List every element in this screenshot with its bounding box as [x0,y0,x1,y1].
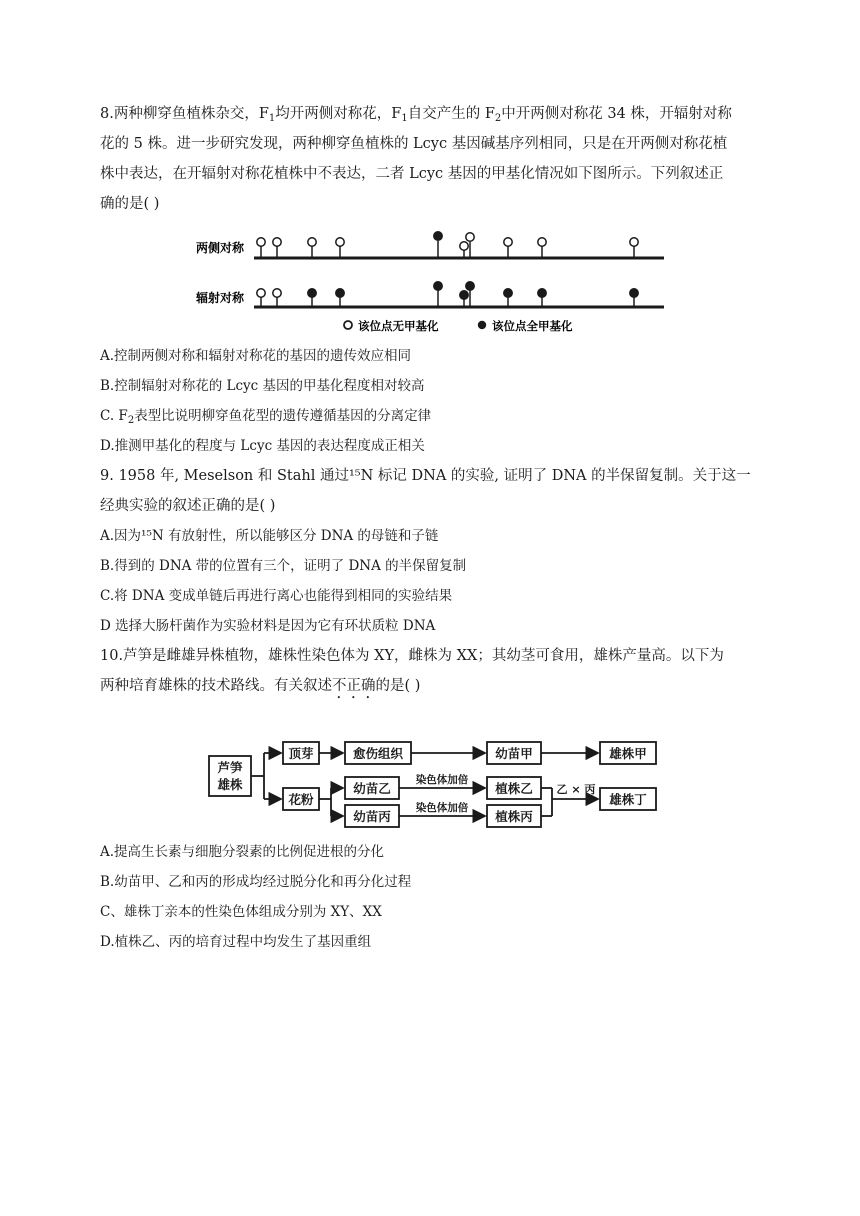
unmethylated-site-marker [273,289,281,297]
q8-option-a: A.控制两侧对称和辐射对称花的基因的遗传效应相同 [100,348,412,364]
doubling-label-bing: 染色体加倍 [415,802,469,814]
q8-option-b: B.控制辐射对称花的 Lcyc 基因的甲基化程度相对较高 [100,378,425,394]
unmethylated-site-marker [336,238,344,246]
q9-option-a: A.因为¹⁵N 有放射性，所以能够区分 DNA 的母链和子链 [100,528,439,544]
callus-label: 愈伤组织 [352,746,404,761]
q8-stem-line-2: 花的 5 株。进一步研究发现，两种柳穿鱼植株的 Lcyc 基因碱基序列相同，只是在开两侧对称花植 [100,136,728,152]
unmethylated-site-marker [538,238,546,246]
q9-option-d: D 选择大肠杆菌作为实验材料是因为它有环状质粒 DNA [100,618,436,634]
q8-stem-line-3: 株中表达，在开辐射对称花植株中不表达，二者 Lcyc 基因的甲基化情况如下图所示。下列叙述正 [100,166,724,182]
legend-unmethylated-marker [344,321,352,329]
unmethylated-site-marker [257,238,265,246]
unmethylated-site-marker [308,238,316,246]
q8-option-c: C. $F_2$表型比说明柳穿鱼花型的遗传遵循基因的分离定律 [100,408,432,426]
cross-label: 乙 × 丙 [556,783,596,796]
methylated-site-marker [336,289,344,297]
methylated-site-marker [460,291,468,299]
methylation-figure [190,226,670,336]
seedling-yi-label: 幼苗乙 [353,781,391,796]
row-label-bilateral: 两侧对称 [196,241,245,255]
unmethylated-site-marker [273,238,281,246]
q8-stem-line-1: 8.两种柳穿鱼植株杂交，$F_1$均开两侧对称花，$F_1$自交产生的 $F_2$中开两侧对称花 34 株，开辐射对称 [100,106,732,124]
unmethylated-site-marker [630,238,638,246]
q10-option-a: A.提高生长素与细胞分裂素的比例促进根的分化 [100,844,385,860]
unmethylated-site-marker [466,233,474,241]
methylated-site-marker [308,289,316,297]
unmethylated-site-marker [460,242,468,250]
q10-stem-line-2: 两种培育雄株的技术路线。有关叙述不正确的是( ) [100,678,421,694]
q8-option-d: D.推测甲基化的程度与 Lcyc 基因的表达程度成正相关 [100,438,425,454]
plant-bing-label: 植株丙 [495,809,533,824]
methylated-site-marker [504,289,512,297]
source-label-line2: 雄株 [217,777,243,792]
unmethylated-site-marker [504,238,512,246]
pollen-label: 花粉 [288,792,314,807]
legend-unmethylated-label: 该位点无甲基化 [358,319,439,333]
q9-option-b: B.得到的 DNA 带的位置有三个，证明了 DNA 的半保留复制 [100,558,467,574]
q8-stem-line-4: 确的是( ) [100,196,160,212]
male-jia-label: 雄株甲 [609,746,647,761]
seedling-jia-label: 幼苗甲 [495,746,533,761]
methylated-site-marker [434,232,442,240]
row-label-radial: 辐射对称 [196,291,245,305]
legend-methylated-marker [478,321,486,329]
male-ding-label: 雄株丁 [609,792,647,807]
q10-option-b: B.幼苗甲、乙和丙的形成均经过脱分化和再分化过程 [100,874,412,890]
seedling-bing-label: 幼苗丙 [353,809,391,824]
row1-sites [257,232,638,258]
plant-yi-label: 植株乙 [495,781,533,796]
emphasis-not-correct: 不正确 [332,678,376,694]
q10-option-c: C、雄株丁亲本的性染色体组成分别为 XY、XX [100,904,382,920]
methylated-site-marker [466,282,474,290]
row2-sites [257,282,638,307]
q9-option-c: C.将 DNA 变成单链后再进行离心也能得到相同的实验结果 [100,588,453,604]
legend-methylated-label: 该位点全甲基化 [492,319,573,333]
q9-stem-line-1: 9. 1958 年, Meselson 和 Stahl 通过¹⁵N 标记 DNA 的实验, 证明了 DNA 的半保留复制。关于这一 [100,468,751,484]
q10-option-d: D.植株乙、丙的培育过程中均发生了基因重组 [100,934,372,950]
q9-stem-line-2: 经典实验的叙述正确的是( ) [100,498,276,514]
methylated-site-marker [538,289,546,297]
doubling-label-yi: 染色体加倍 [415,774,469,786]
source-label-line1: 芦笋 [217,760,243,775]
unmethylated-site-marker [257,289,265,297]
breeding-flowchart [200,736,670,832]
bud-label: 顶芽 [288,746,314,761]
q10-stem-line-1: 10.芦笋是雌雄异株植物，雄株性染色体为 XY，雌株为 XX；其幼茎可食用，雄株产量高。以下为 [100,648,724,664]
methylated-site-marker [434,282,442,290]
methylated-site-marker [630,289,638,297]
